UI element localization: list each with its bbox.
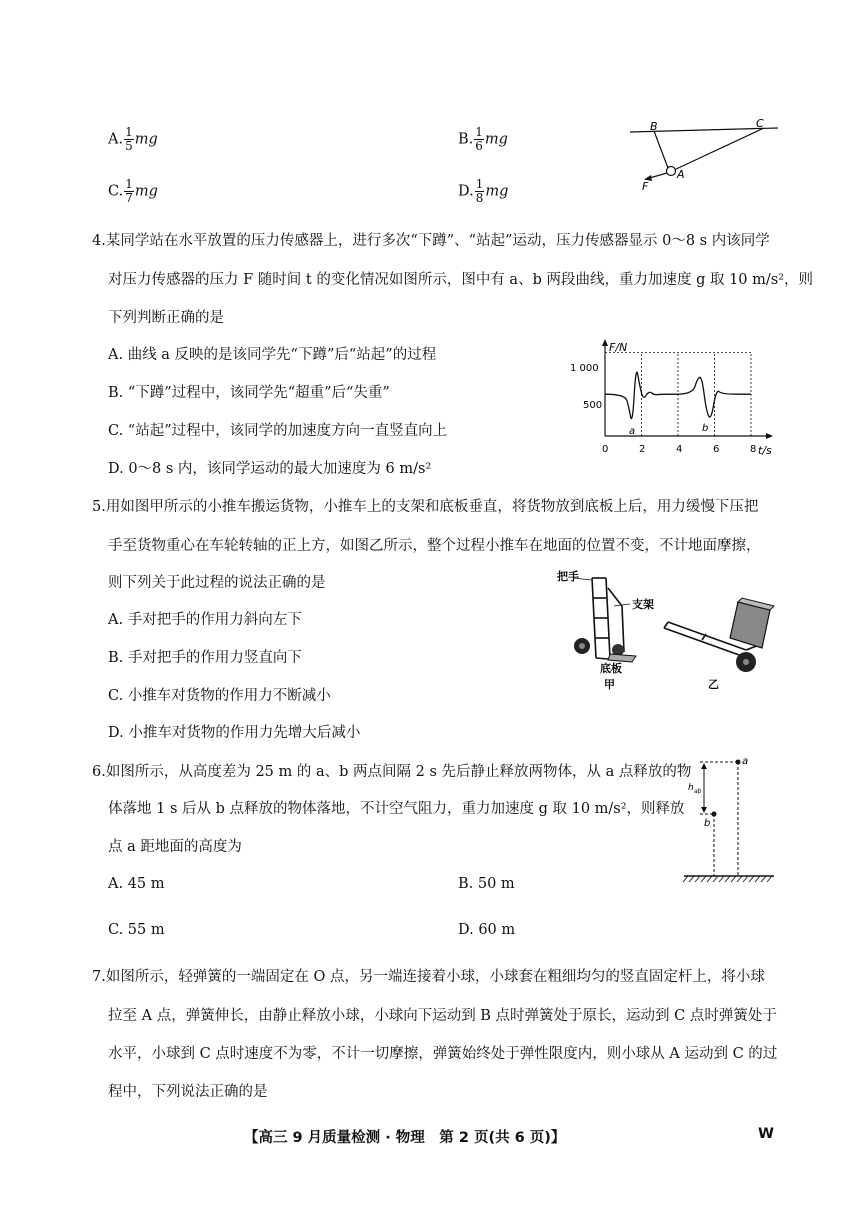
- curve-label-a: a: [629, 426, 636, 437]
- q3-option-a: A. $\frac{1}{5}$ mg: [108, 125, 158, 153]
- ground-hatch: [725, 876, 730, 882]
- q6-figure: [680, 752, 780, 884]
- q5-option-b: B. 手对把手的作用力竖直向下: [108, 650, 302, 666]
- q5-option-a: A. 手对把手的作用力斜向左下: [108, 612, 302, 628]
- q3-label-a: A: [677, 168, 685, 181]
- q6-stem-line-2: 体落地 1 s 后从 b 点释放的物体落地，不计空气阻力，重力加速度 g 取 10 m/s²，则释放: [108, 801, 685, 817]
- q3-option-d: D. $\frac{1}{8}$ mg: [458, 177, 509, 205]
- ground-hatch: [683, 876, 688, 882]
- ground-hatch: [749, 876, 754, 882]
- y-axis-label: F/N: [609, 341, 628, 354]
- x-axis-label: t/s: [758, 444, 772, 457]
- label-base: 底板: [600, 662, 622, 675]
- label-yi: 乙: [708, 678, 719, 691]
- q5-stem-line-2: 手至货物重心在车轮转轴的正上方，如图乙所示，整个过程小推车在地面的位置不变，不计地面摩擦，: [108, 538, 761, 554]
- q3-label-c: C: [756, 117, 764, 130]
- q6-option-b: B. 50 m: [458, 876, 515, 892]
- ground-hatch: [713, 876, 718, 882]
- q3-option-c: C. $\frac{1}{7}$ mg: [108, 177, 158, 205]
- ground-hatch: [695, 876, 700, 882]
- ground-hatch: [707, 876, 712, 882]
- ground-hatch: [689, 876, 694, 882]
- q5-stem-line-3: 则下列关于此过程的说法正确的是: [108, 575, 326, 591]
- q4-option-b: B. “下蹲”过程中，该同学先“超重”后“失重”: [108, 385, 390, 401]
- y-tick-500: 500: [583, 400, 603, 411]
- q6-option-c: C. 55 m: [108, 922, 165, 938]
- q4-force-time-chart: [568, 336, 788, 460]
- q6-option-a: A. 45 m: [108, 876, 165, 892]
- y-axis-arrow: [602, 339, 608, 346]
- label-h: h: [688, 783, 694, 793]
- label-b: b: [704, 818, 711, 829]
- q5-option-c: C. 小推车对货物的作用力不断减小: [108, 688, 331, 704]
- x-tick-6: 6: [713, 444, 720, 455]
- q3-label-f: F: [642, 180, 649, 192]
- q5-stem-line-1: 5.用如图甲所示的小推车搬运货物，小推车上的支架和底板垂直，将货物放到底板上后，用力缓慢下压把: [92, 499, 759, 515]
- q4-option-d: D. 0～8 s 内，该同学运动的最大加速度为 6 m/s²: [108, 461, 432, 477]
- q4-stem-line-3: 下列判断正确的是: [108, 310, 224, 326]
- x-tick-8: 8: [750, 444, 757, 455]
- q4-option-a: A. 曲线 a 反映的是该同学先“下蹲”后“站起”的过程: [108, 347, 437, 363]
- curve-label-b: b: [702, 423, 709, 434]
- label-a: a: [742, 756, 749, 767]
- q6-stem-line-1: 6.如图所示，从高度差为 25 m 的 a、b 两点间隔 2 s 先后静止释放两物体，从 a 点释放的物: [92, 764, 692, 780]
- q7-stem-line-4: 程中，下列说法正确的是: [108, 1084, 268, 1100]
- q5-option-d: D. 小推车对货物的作用力先增大后减小: [108, 725, 361, 741]
- label-handle: 把手: [557, 570, 579, 583]
- y-tick-1000: 1 000: [570, 363, 599, 374]
- point-b: [712, 812, 717, 817]
- q4-stem-line-2: 对压力传感器的压力 F 随时间 t 的变化情况如图所示，图中有 a、b 两段曲线，重力加速度 g 取 10 m/s²，则: [108, 272, 814, 288]
- hand-truck-upright: [592, 578, 632, 661]
- x-axis-arrow: [766, 433, 773, 439]
- q3-figure: [624, 116, 784, 192]
- q7-stem-line-2: 拉至 A 点，弹簧伸长，由静止释放小球，小球向下运动到 B 点时弹簧处于原长，运动到 C 点时弹簧处于: [108, 1008, 777, 1024]
- ground-hatch: [701, 876, 706, 882]
- ground-hatch: [761, 876, 766, 882]
- ground-hatch: [731, 876, 736, 882]
- ground-hatch: [767, 876, 772, 882]
- label-jia: 甲: [604, 678, 615, 691]
- q4-option-c: C. “站起”过程中，该同学的加速度方向一直竖直向上: [108, 423, 448, 439]
- q3-option-b: B. $\frac{1}{6}$ mg: [458, 125, 508, 153]
- x-tick-4: 4: [676, 444, 683, 455]
- label-bracket: 支架: [632, 598, 654, 611]
- ground-hatch: [737, 876, 742, 882]
- q7-stem-line-3: 水平，小球到 C 点时速度不为零，不计一切摩擦，弹簧始终处于弹性限度内，则小球从 A 运动到 C 的过: [108, 1046, 778, 1062]
- point-a: [736, 760, 741, 765]
- page-footer: 【高三 9 月质量检测 · 物理 第 2 页(共 6 页)】: [244, 1130, 566, 1146]
- q5-figure: [552, 566, 802, 694]
- q6-stem-line-3: 点 a 距地面的高度为: [108, 839, 242, 855]
- x-tick-2: 2: [639, 444, 646, 455]
- x-tick-0: 0: [602, 444, 609, 455]
- q6-option-d: D. 60 m: [458, 922, 516, 938]
- ground-hatch: [743, 876, 748, 882]
- ground-hatch: [755, 876, 760, 882]
- q3-label-b: B: [650, 120, 658, 133]
- label-h-sub: ab: [694, 788, 702, 795]
- paper-version-mark: W: [758, 1126, 774, 1142]
- q7-stem-line-1: 7.如图所示，轻弹簧的一端固定在 O 点，另一端连接着小球，小球套在粗细均匀的竖直固定杆上，将小球: [92, 969, 765, 985]
- ground-hatch: [719, 876, 724, 882]
- q4-stem-line-1: 4.某同学站在水平放置的压力传感器上，进行多次“下蹲”、“站起”运动，压力传感器显示 0～8 s 内该同学: [92, 233, 770, 249]
